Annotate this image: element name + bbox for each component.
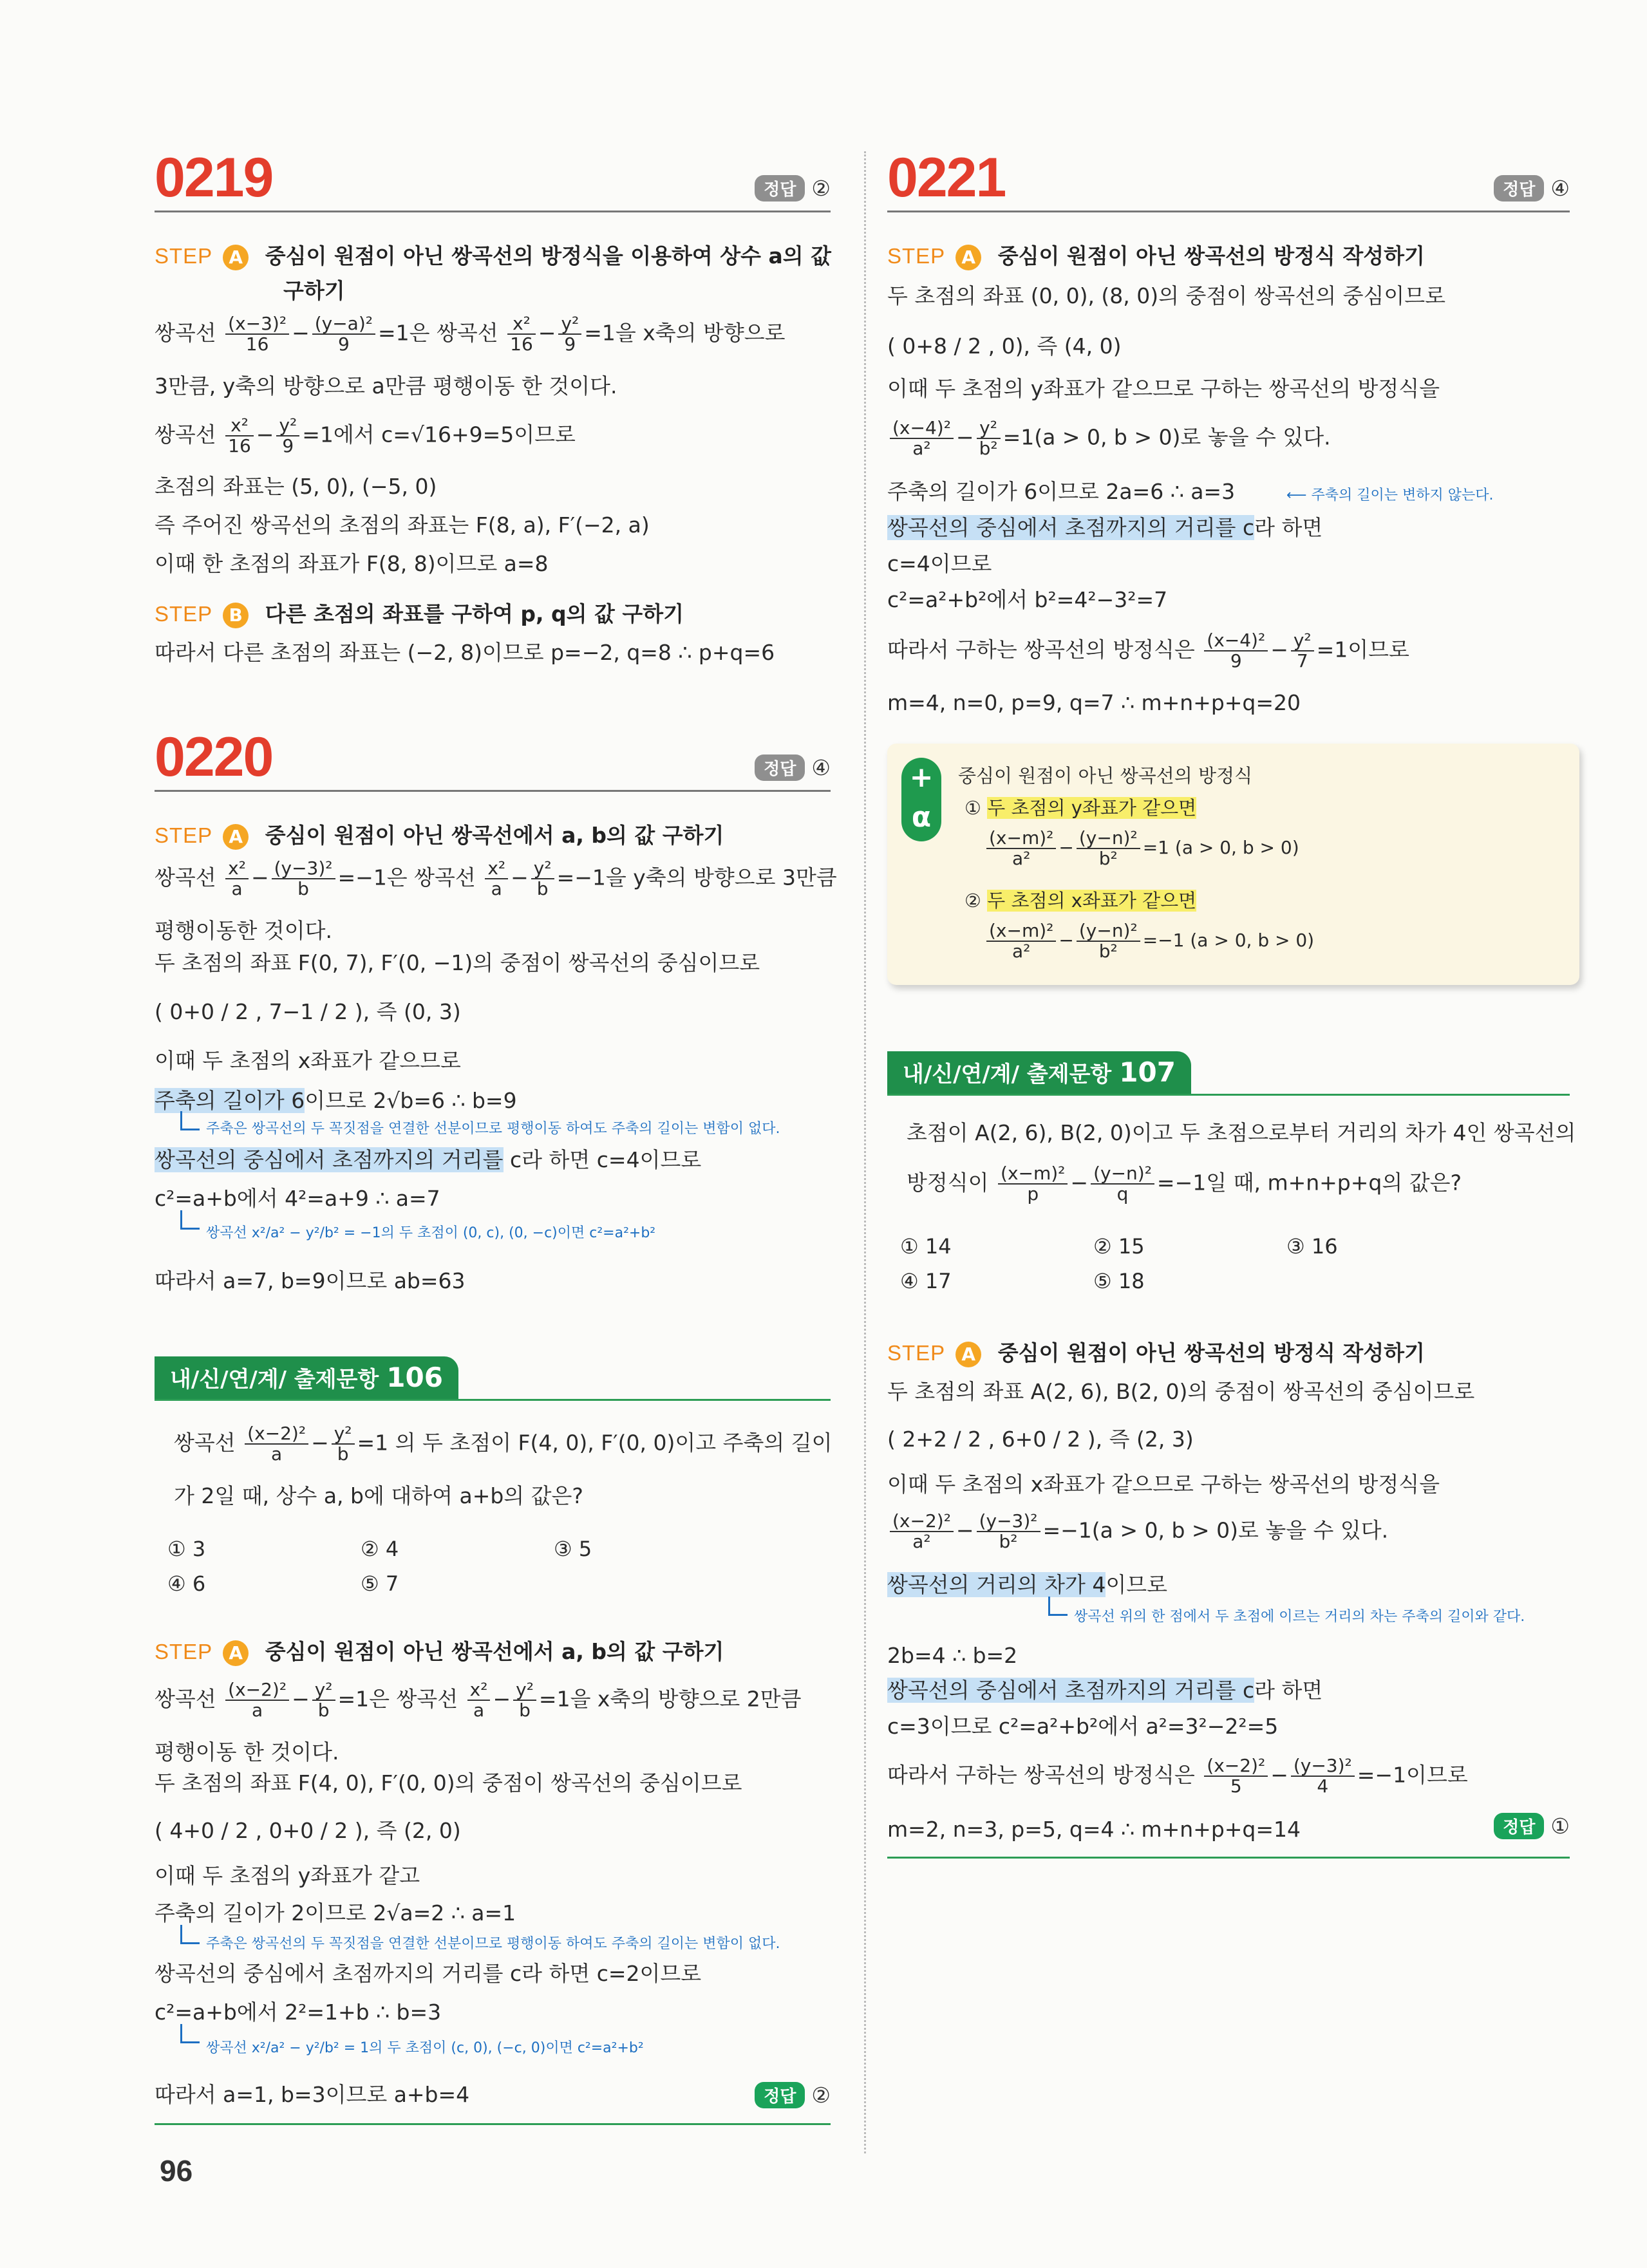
answer-box xyxy=(755,175,831,201)
text-line: c²=a+b에서 2²=1+b ∴ b=3 xyxy=(155,2000,442,2025)
text-line: 두 초점의 좌표 A(2, 6), B(2, 0)의 중점이 쌍곡선의 중심이므로 xyxy=(887,1379,1475,1404)
alpha-title: 중심이 원점이 아닌 쌍곡선의 방정식 xyxy=(958,765,1253,787)
naesin-tab: 내/신/연/계/ 출제문항 107 xyxy=(887,1051,1191,1094)
choice[interactable]: ② 4 xyxy=(361,1537,399,1561)
text-line: 평행이동 한 것이다. xyxy=(155,1739,339,1765)
step-a-heading: STEP A 중심이 원점이 아닌 쌍곡선의 방정식 작성하기 xyxy=(887,1336,1425,1367)
answer-value: ② xyxy=(811,176,831,201)
note: 쌍곡선 위의 한 점에서 두 초점에 이르는 거리의 차는 주축의 길이와 같다. xyxy=(1074,1609,1525,1625)
text-line: 주축의 길이가 6이므로 2a=6 ∴ a=3 xyxy=(887,479,1236,504)
text-line: 따라서 구하는 쌍곡선의 방정식은 $\frac{\text{(x−2)²}}{5}$ − $\frac{\text{(y−3)²}}{4}$ =−1이므로 xyxy=(887,1755,1468,1797)
text-line: 주축의 길이가 6이므로 2√b=6 ∴ b=9 xyxy=(155,1088,517,1113)
section-separator xyxy=(887,1857,1570,1859)
answer-value: ④ xyxy=(1550,176,1570,201)
problem-number: 0221 xyxy=(887,147,1006,209)
text-line: m=4, n=0, p=9, q=7 ∴ m+n+p+q=20 xyxy=(887,690,1301,715)
text-line: 쌍곡선의 중심에서 초점까지의 거리를 c라 하면 c=2이므로 xyxy=(155,1961,702,1986)
choice[interactable]: ③ 5 xyxy=(554,1537,592,1561)
problem-0220-header xyxy=(155,726,831,792)
plus-alpha-icon: + α xyxy=(901,758,941,841)
text-line: 쌍곡선 $\frac{\text{(x−3)²}}{16}$ − $\frac{\text{(y−a)²}}{9}$ =1은 쌍곡선 $\frac{\text{x²}}{16}$ − $\frac{\text{y²}}{9}$ =1을 x축의 방향으로 xyxy=(155,313,786,355)
naesin-106-header xyxy=(155,1358,831,1401)
problem-number: 0219 xyxy=(155,147,273,209)
text-line: 따라서 a=7, b=9이므로 ab=63 xyxy=(155,1268,466,1293)
text-line: 쌍곡선 $\frac{\text{(x−2)²}}{a}$ − $\frac{\text{y²}}{b}$ =1은 쌍곡선 $\frac{\text{x²}}{a}$ − $\frac{\text{y²}}{b}$ =1을 x축의 방향으로 2만큼 xyxy=(155,1679,802,1721)
alpha-case-2: ② 두 초점의 x좌표가 같으면 xyxy=(965,890,1197,912)
text-line: 쌍곡선의 중심에서 초점까지의 거리를 c라 하면 xyxy=(887,1678,1323,1703)
answer-value: ④ xyxy=(811,755,831,780)
problem-0221-header xyxy=(887,147,1570,212)
text-line: ( 4+0 / 2 , 0+0 / 2 ), 즉 (2, 0) xyxy=(155,1818,461,1843)
text-line: 3만큼, y축의 방향으로 a만큼 평행이동 한 것이다. xyxy=(155,373,617,398)
problem-number: 0220 xyxy=(155,726,273,788)
text-line: 초점의 좌표는 (5, 0), (−5, 0) xyxy=(155,474,437,499)
alpha-eq-2: $\frac{\text{(x−m)²}}{\text{a²}}$ − $\frac{\text{(y−n)²}}{\text{b²}}$ =−1 (a > 0, b > 0) xyxy=(984,921,1314,961)
answer-badge: 정답 xyxy=(1494,1813,1544,1839)
naesin-107-header xyxy=(887,1053,1570,1096)
text-line: c²=a+b에서 4²=a+9 ∴ a=7 xyxy=(155,1186,440,1211)
text-line: 쌍곡선의 중심에서 초점까지의 거리를 c라 하면 xyxy=(887,515,1323,540)
answer-badge: 정답 xyxy=(755,175,805,201)
text-line: 쌍곡선 $\frac{\text{x²}}{16}$ − $\frac{\text{y²}}{9}$ =1에서 c=√16+9=5이므로 xyxy=(155,415,576,456)
text-line: 두 초점의 좌표 F(4, 0), F′(0, 0)의 중점이 쌍곡선의 중심이므로 xyxy=(155,1770,742,1795)
step-a-heading-cont: 구하기 xyxy=(283,278,345,303)
choice[interactable]: ② 15 xyxy=(1093,1234,1145,1259)
text-line: 두 초점의 좌표 F(0, 7), F′(0, −1)의 중점이 쌍곡선의 중심이므로 xyxy=(155,950,760,975)
text-line: ( 0+0 / 2 , 7−1 / 2 ), 즉 (0, 3) xyxy=(155,999,461,1024)
answer-badge: 정답 xyxy=(755,754,805,781)
note-arrow xyxy=(180,1210,200,1230)
text-line: 쌍곡선 $\frac{\text{x²}}{a}$ − $\frac{\text{(y−3)²}}{b}$ =−1은 쌍곡선 $\frac{\text{x²}}{a}$ − $\frac{\text{y²}}{b}$ =−1을 y축의 방향으로 3만큼 xyxy=(155,858,837,899)
step-b-heading: STEP B 다른 초점의 좌표를 구하여 p, q의 값 구하기 xyxy=(155,597,684,628)
text-line: c=3이므로 c²=a²+b²에서 a²=3²−2²=5 xyxy=(887,1714,1279,1739)
note: 쌍곡선 x²/a² − y²/b² = 1의 두 초점이 (c, 0), (−c, 0)이면 c²=a²+b² xyxy=(206,2040,644,2056)
note-arrow xyxy=(180,2024,200,2043)
choice[interactable]: ① 3 xyxy=(167,1537,206,1561)
step-a-heading: STEP A 중심이 원점이 아닌 쌍곡선의 방정식을 이용하여 상수 a의 값 xyxy=(155,239,831,270)
text-line: m=2, n=3, p=5, q=4 ∴ m+n+p+q=14 xyxy=(887,1817,1301,1842)
note-arrow xyxy=(180,1111,200,1130)
text-line: 따라서 구하는 쌍곡선의 방정식은 $\frac{\text{(x−4)²}}{9}$ − $\frac{\text{y²}}{7}$ =1이므로 xyxy=(887,630,1409,671)
note: ⟵ 주축의 길이는 변하지 않는다. xyxy=(1286,487,1494,503)
question-line: 방정식이 $\frac{\text{(x−m)²}}{p}$ − $\frac{\text{(y−n)²}}{q}$ =−1일 때, m+n+p+q의 값은? xyxy=(907,1163,1462,1204)
text-line: 즉 주어진 쌍곡선의 초점의 좌표는 F(8, a), F′(−2, a) xyxy=(155,512,650,538)
answer-box xyxy=(1494,1813,1570,1839)
answer-box xyxy=(1494,175,1570,201)
text-line: 이때 두 초점의 y좌표가 같으므로 구하는 쌍곡선의 방정식을 xyxy=(887,376,1440,401)
text-line: 따라서 a=1, b=3이므로 a+b=4 xyxy=(155,2082,470,2107)
answer-value: ① xyxy=(1550,1813,1570,1839)
alpha-case-1: ① 두 초점의 y좌표가 같으면 xyxy=(965,797,1197,819)
answer-box xyxy=(755,2082,831,2108)
text-line: $\frac{\text{(x−4)²}}{\text{a²}}$ − $\frac{\text{y²}}{\text{b²}}$ =1(a > 0, b > 0)로 놓을 수 있다. xyxy=(887,418,1331,458)
column-divider xyxy=(864,151,866,2153)
plus-alpha-box xyxy=(887,744,1579,985)
choice[interactable]: ④ 17 xyxy=(900,1269,952,1293)
text-line: 이때 두 초점의 x좌표가 같으므로 구하는 쌍곡선의 방정식을 xyxy=(887,1472,1440,1497)
note: 쌍곡선 x²/a² − y²/b² = −1의 두 초점이 (0, c), (0, −c)이면 c²=a²+b² xyxy=(206,1225,656,1241)
question-line: 가 2일 때, 상수 a, b에 대하여 a+b의 값은? xyxy=(174,1483,583,1508)
answer-badge: 정답 xyxy=(1494,175,1544,201)
text-line: 평행이동한 것이다. xyxy=(155,918,333,943)
choice[interactable]: ④ 6 xyxy=(167,1571,206,1596)
section-separator xyxy=(155,2123,831,2125)
step-a-heading: STEP A 중심이 원점이 아닌 쌍곡선의 방정식 작성하기 xyxy=(887,239,1425,270)
text-line: c=4이므로 xyxy=(887,551,992,576)
text-line: 주축의 길이가 2이므로 2√a=2 ∴ a=1 xyxy=(155,1900,516,1926)
note: 주축은 쌍곡선의 두 꼭짓점을 연결한 선분이므로 평행이동 하여도 주축의 길이는 변함이 없다. xyxy=(206,1936,780,1952)
choice[interactable]: ③ 16 xyxy=(1286,1234,1338,1259)
note: 주축은 쌍곡선의 두 꼭짓점을 연결한 선분이므로 평행이동 하여도 주축의 길이는 변함이 없다. xyxy=(206,1121,780,1137)
note-arrow xyxy=(1048,1597,1068,1616)
text-line: 쌍곡선의 거리의 차가 4이므로 xyxy=(887,1572,1168,1597)
question-line: 쌍곡선 $\frac{\text{(x−2)²}}{a}$ − $\frac{\text{y²}}{b}$ =1 의 두 초점이 F(4, 0), F′(0, 0)이고 주축의 길이 xyxy=(174,1423,833,1465)
text-line: $\frac{\text{(x−2)²}}{\text{a²}}$ − $\frac{\text{(y−3)²}}{\text{b²}}$ =−1(a > 0, b > 0)로 놓을 수 있다. xyxy=(887,1512,1388,1551)
alpha-eq-1: $\frac{\text{(x−m)²}}{\text{a²}}$ − $\frac{\text{(y−n)²}}{\text{b²}}$ =1 (a > 0, b > 0) xyxy=(984,829,1299,868)
problem-0219-header xyxy=(155,147,831,212)
text-line: 이때 두 초점의 y좌표가 같고 xyxy=(155,1863,420,1888)
question-line: 초점이 A(2, 6), B(2, 0)이고 두 초점으로부터 거리의 차가 4인 쌍곡선의 xyxy=(907,1120,1576,1145)
text-line: 2b=4 ∴ b=2 xyxy=(887,1643,1018,1668)
text-line: ( 2+2 / 2 , 6+0 / 2 ), 즉 (2, 3) xyxy=(887,1427,1194,1452)
answer-badge: 정답 xyxy=(755,2082,805,2108)
choice[interactable]: ⑤ 18 xyxy=(1093,1269,1145,1293)
text-line: 쌍곡선의 중심에서 초점까지의 거리를 c라 하면 c=4이므로 xyxy=(155,1147,702,1172)
text-line: 따라서 다른 초점의 좌표는 (−2, 8)이므로 p=−2, q=8 ∴ p+q=6 xyxy=(155,640,775,665)
text-line: ( 0+8 / 2 , 0), 즉 (4, 0) xyxy=(887,333,1122,359)
text-line: c²=a²+b²에서 b²=4²−3²=7 xyxy=(887,587,1168,612)
step-a-heading: STEP A 중심이 원점이 아닌 쌍곡선에서 a, b의 값 구하기 xyxy=(155,1635,724,1666)
answer-box xyxy=(755,754,831,781)
step-a-heading: STEP A 중심이 원점이 아닌 쌍곡선에서 a, b의 값 구하기 xyxy=(155,819,724,850)
naesin-tab: 내/신/연/계/ 출제문항 106 xyxy=(155,1356,458,1399)
choice[interactable]: ⑤ 7 xyxy=(361,1571,399,1596)
text-line: 두 초점의 좌표 (0, 0), (8, 0)의 중점이 쌍곡선의 중심이므로 xyxy=(887,283,1446,308)
note-arrow xyxy=(180,1925,200,1944)
choice[interactable]: ① 14 xyxy=(900,1234,952,1259)
text-line: 이때 한 초점의 좌표가 F(8, 8)이므로 a=8 xyxy=(155,551,549,576)
answer-value: ② xyxy=(811,2083,831,2108)
text-line: 이때 두 초점의 x좌표가 같으므로 xyxy=(155,1048,461,1073)
page-number: 96 xyxy=(160,2154,193,2188)
